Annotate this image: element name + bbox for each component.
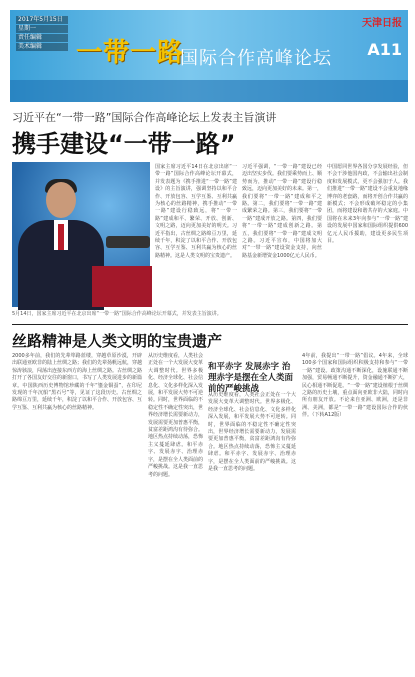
- belt-road-logo: 一带一路: [76, 38, 185, 68]
- article-column-2: 习近平强调，“一带一路”建设已经迈出坚实步伐。我们要乘势而上、顺势而为，推动“一带一路”建设行稳致远，迈向更加美好的未来。第一，我们要将“一带一路”建成和平之路。第二，我们要将“一带一路”建成繁荣之路。第三，我们要将“一带一路”建成开放之路。第四，我们要将“一带一路”建成创新之路。第五，我们要将“一带一路”建成文明之路。习近平宣布，中国将加大对“一带一路”建设资金支持，向丝路基金新增资金1000亿元人民币。: [242, 164, 323, 259]
- edition-info: [16, 16, 68, 52]
- section-banner: [10, 10, 408, 102]
- microphone-icon: [106, 236, 150, 248]
- speech-photo: [12, 162, 150, 307]
- article-headline: 携手建设“一带一路”: [12, 130, 236, 158]
- article-kicker: 习近平在“一带一路”国际合作高峰论坛上发表主旨演讲: [12, 111, 277, 124]
- article-column-1: 国家主席习近平14日在北京出席“一带一路”国际合作高峰论坛开幕式，并发表题为《携手推进“一带一路”建设》的主旨演讲，强调坚持以和平合作、开放包容、互学互鉴、互利共赢为核心的丝路精神，携手推动“一带一路”建设行稳致远，将“一带一路”建成和平、繁荣、开放、创新、文明之路，迈向更加美好的明天。习近平指出，古丝绸之路绵亘万里，延续千年，积淀了以和平合作、开放包容、互学互鉴、互利共赢为核心的丝路精神。这是人类文明的宝贵遗产。: [155, 164, 237, 259]
- article-column-3: 中国愿同世界各国分享发展经验，但不会干涉他国内政，不会输出社会制度和发展模式，更不会强加于人。我们推进“一带一路”建设不会重复地缘博弈的老套路，而将开创合作共赢的新模式；不会形成破坏稳定的小集团，而将建设和谐共存的大家庭。中国将在未来3年向参与“一带一路”建设的发展中国家和国际组织提供600亿元人民币援助，建设更多民生项目。: [327, 164, 408, 245]
- edition-weekday: 星期一: [16, 25, 68, 33]
- body-column-1: 2000多年前，我们的先辈筚路蓝缕，穿越草原沙漠，开辟出联通亚欧非的陆上丝绸之路；我们的先辈扬帆远航，穿越惊涛骇浪，闯荡出连接东西方的海上丝绸之路。古丝绸之路打开了各国友好交往的新窗口，书写了人类发展进步的新篇章。中国陕西历史博物馆珍藏的千年“鎏金铜蚕”，在印尼发现的千年沉船“黑石号”等，见证了这段历史。古丝绸之路绵亘万里，延续千年，积淀了以和平合作、开放包容、互学互鉴、互利共赢为核心的丝路精神。: [12, 353, 143, 411]
- body-column-3: 4年前，我提出“一带一路”倡议。4年来，全球100多个国家和国际组织积极支持和参与“一带一路”建设。政策沟通不断深化，设施联通不断加强，贸易畅通不断提升，资金融通不断扩大，民心相通不断促进。“一带一路”建设植根于丝绸之路的历史土壤，重点面向亚欧非大陆，同时向所有朋友开放。不论来自亚洲、欧洲，还是非洲、美洲，都是“一带一路”建设国际合作的伙伴。（下转A12版）: [302, 353, 408, 419]
- section-title: 国际合作高峰论坛: [180, 48, 332, 69]
- banner-wave-decoration: [10, 80, 408, 102]
- section-divider: [12, 324, 408, 325]
- page-number: A11: [367, 40, 402, 59]
- sub-headline: 丝路精神是人类文明的宝贵遗产: [12, 332, 223, 350]
- podium: [92, 266, 152, 307]
- photo-caption: 5月14日，国家主席习近平在北京出席“一带一路”国际合作高峰论坛开幕式，并发表主旨演讲。: [12, 311, 222, 317]
- pull-quote: 和平赤字 发展赤字 治理赤字是摆在全人类面前的严峻挑战: [208, 362, 294, 394]
- edition-editor: 责任编辑: [16, 34, 68, 42]
- newspaper-name: 天津日报: [362, 18, 402, 29]
- body-column-2a: 从历史维度看，人类社会正处在一个大发展大变革大调整时代。世界多极化、经济全球化、社会信息化、文化多样化深入发展，和平发展大势不可逆转。同时，世界面临的不稳定性不确定性突出，世界经济增长需要新动力，发展需要更加普惠平衡，贫富差距鸿沟有待弥合。地区热点持续动荡，恐怖主义蔓延肆虐。和平赤字、发展赤字、治理赤字，是摆在全人类面前的严峻挑战。这是我一直思考的问题。: [148, 353, 204, 478]
- edition-date: 2017年5月15日: [16, 16, 68, 24]
- body-column-2b: 从历史维度看，人类社会正处在一个大发展大变革大调整时代。世界多极化、经济全球化、社会信息化、文化多样化深入发展，和平发展大势不可逆转。同时，世界面临的不稳定性不确定性突出，世界经济增长需要新动力，发展需要更加普惠平衡，贫富差距鸿沟有待弥合。地区热点持续动荡，恐怖主义蔓延肆虐。和平赤字、发展赤字、治理赤字，是摆在全人类面前的严峻挑战。这是我一直思考的问题。: [208, 392, 296, 473]
- edition-art-editor: 美术编辑: [16, 43, 68, 51]
